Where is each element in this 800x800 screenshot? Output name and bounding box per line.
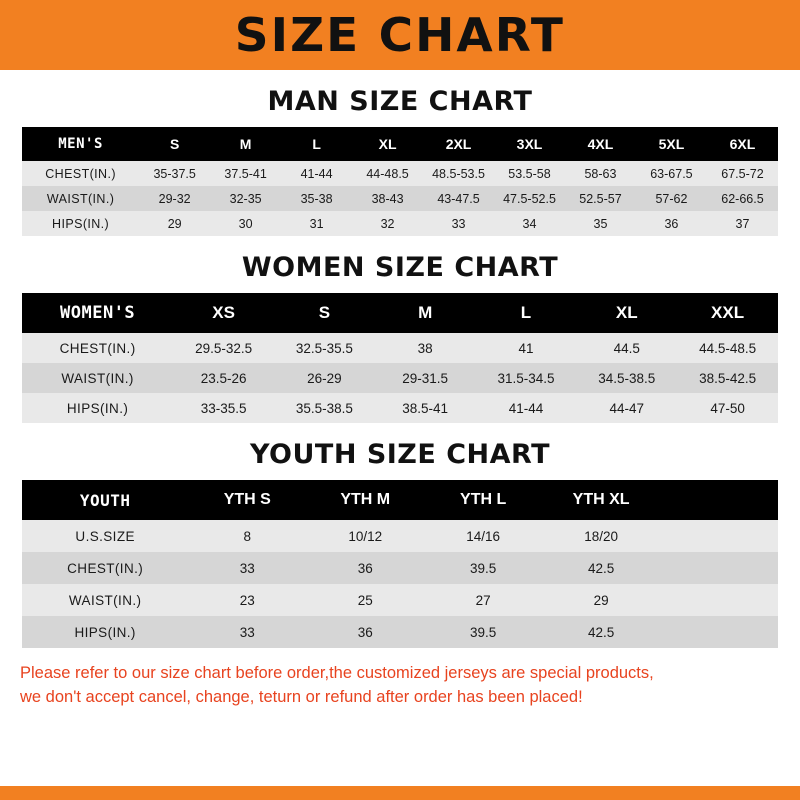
row-label: U.S.SIZE bbox=[22, 520, 188, 552]
cell: 31.5-34.5 bbox=[476, 363, 577, 393]
note-line-1: Please refer to our size chart before order,the customized jerseys are special products, bbox=[20, 664, 654, 682]
cell: 30 bbox=[210, 211, 281, 236]
row-label: CHEST(IN.) bbox=[22, 333, 173, 363]
cell-spacer bbox=[660, 520, 778, 552]
cell: 58-63 bbox=[565, 161, 636, 186]
row-label: WAIST(IN.) bbox=[22, 584, 188, 616]
table-row bbox=[22, 393, 778, 423]
table-header-row bbox=[22, 127, 778, 161]
cell-spacer bbox=[660, 584, 778, 616]
table-man-sizes bbox=[22, 127, 778, 236]
column-header: 3XL bbox=[516, 136, 543, 152]
table-youth-sizes bbox=[22, 480, 778, 648]
table-row bbox=[22, 520, 778, 552]
cell: 34 bbox=[494, 211, 565, 236]
section-women bbox=[0, 252, 800, 423]
cell: 23.5-26 bbox=[173, 363, 274, 393]
table-row bbox=[22, 616, 778, 648]
cell-spacer bbox=[660, 616, 778, 648]
section-title-man: MAN SIZE CHART bbox=[267, 86, 533, 117]
cell: 10/12 bbox=[306, 520, 424, 552]
cell: 63-67.5 bbox=[636, 161, 707, 186]
table-header-row bbox=[22, 480, 778, 520]
column-header: 4XL bbox=[587, 136, 614, 152]
cell: 47.5-52.5 bbox=[494, 186, 565, 211]
column-header: 5XL bbox=[658, 136, 685, 152]
cell: 67.5-72 bbox=[707, 161, 778, 186]
cell: 29 bbox=[139, 211, 210, 236]
column-header: 6XL bbox=[729, 136, 756, 152]
cell-spacer bbox=[660, 552, 778, 584]
section-title-youth: YOUTH SIZE CHART bbox=[249, 439, 551, 470]
cell: 33 bbox=[188, 616, 306, 648]
page-title: SIZE CHART bbox=[234, 8, 566, 62]
cell: 35.5-38.5 bbox=[274, 393, 375, 423]
table-row bbox=[22, 186, 778, 211]
table-row bbox=[22, 333, 778, 363]
cell: 31 bbox=[281, 211, 352, 236]
cell: 53.5-58 bbox=[494, 161, 565, 186]
table-header-label: YOUTH bbox=[79, 490, 131, 510]
bottom-accent-bar bbox=[0, 786, 800, 800]
cell: 26-29 bbox=[274, 363, 375, 393]
column-header: YTH M bbox=[340, 491, 391, 508]
cell: 25 bbox=[306, 584, 424, 616]
cell: 33 bbox=[188, 552, 306, 584]
cell: 57-62 bbox=[636, 186, 707, 211]
cell: 43-47.5 bbox=[423, 186, 494, 211]
cell: 32 bbox=[352, 211, 423, 236]
row-label: HIPS(IN.) bbox=[22, 211, 139, 236]
cell: 44-47 bbox=[576, 393, 677, 423]
table-header-label: MEN'S bbox=[58, 136, 103, 152]
cell: 14/16 bbox=[424, 520, 542, 552]
cell: 52.5-57 bbox=[565, 186, 636, 211]
cell: 38.5-41 bbox=[375, 393, 476, 423]
table-women-sizes bbox=[22, 293, 778, 423]
column-header: S bbox=[169, 136, 180, 152]
cell: 44-48.5 bbox=[352, 161, 423, 186]
cell: 37.5-41 bbox=[210, 161, 281, 186]
cell: 8 bbox=[188, 520, 306, 552]
cell: 33 bbox=[423, 211, 494, 236]
column-header: XS bbox=[212, 303, 235, 322]
order-policy-note bbox=[0, 648, 800, 710]
row-label: HIPS(IN.) bbox=[22, 393, 173, 423]
column-header: XXL bbox=[711, 303, 745, 322]
section-youth bbox=[0, 439, 800, 648]
cell: 34.5-38.5 bbox=[576, 363, 677, 393]
cell: 35-37.5 bbox=[139, 161, 210, 186]
cell: 36 bbox=[306, 552, 424, 584]
column-header-spacer bbox=[660, 480, 778, 520]
cell: 41-44 bbox=[476, 393, 577, 423]
table-header-row bbox=[22, 293, 778, 333]
cell: 29.5-32.5 bbox=[173, 333, 274, 363]
cell: 47-50 bbox=[677, 393, 778, 423]
cell: 38.5-42.5 bbox=[677, 363, 778, 393]
table-row bbox=[22, 363, 778, 393]
cell: 35 bbox=[565, 211, 636, 236]
cell: 23 bbox=[188, 584, 306, 616]
cell: 29 bbox=[542, 584, 660, 616]
row-label: WAIST(IN.) bbox=[22, 363, 173, 393]
section-man bbox=[0, 86, 800, 236]
cell: 29-31.5 bbox=[375, 363, 476, 393]
column-header: XL bbox=[615, 303, 638, 322]
cell: 38 bbox=[375, 333, 476, 363]
table-row bbox=[22, 161, 778, 186]
column-header: L bbox=[312, 136, 321, 152]
cell: 32.5-35.5 bbox=[274, 333, 375, 363]
cell: 36 bbox=[306, 616, 424, 648]
column-header: XL bbox=[378, 136, 397, 152]
cell: 42.5 bbox=[542, 552, 660, 584]
cell: 32-35 bbox=[210, 186, 281, 211]
column-header: M bbox=[239, 136, 252, 152]
cell: 41 bbox=[476, 333, 577, 363]
cell: 41-44 bbox=[281, 161, 352, 186]
column-header: L bbox=[520, 303, 532, 322]
note-line-2: we don't accept cancel, change, teturn or refund after order has been placed! bbox=[20, 687, 583, 706]
column-header: S bbox=[318, 303, 331, 322]
column-header: YTH S bbox=[223, 491, 271, 508]
cell: 27 bbox=[424, 584, 542, 616]
cell: 48.5-53.5 bbox=[423, 161, 494, 186]
cell: 44.5 bbox=[576, 333, 677, 363]
cell: 38-43 bbox=[352, 186, 423, 211]
cell: 29-32 bbox=[139, 186, 210, 211]
table-row bbox=[22, 584, 778, 616]
column-header: YTH L bbox=[460, 491, 507, 508]
row-label: HIPS(IN.) bbox=[22, 616, 188, 648]
cell: 62-66.5 bbox=[707, 186, 778, 211]
cell: 33-35.5 bbox=[173, 393, 274, 423]
cell: 42.5 bbox=[542, 616, 660, 648]
cell: 37 bbox=[707, 211, 778, 236]
row-label: WAIST(IN.) bbox=[22, 186, 139, 211]
column-header: M bbox=[418, 303, 433, 322]
table-header-label: WOMEN'S bbox=[60, 303, 136, 323]
cell: 39.5 bbox=[424, 552, 542, 584]
row-label: CHEST(IN.) bbox=[22, 552, 188, 584]
table-row bbox=[22, 211, 778, 236]
cell: 36 bbox=[636, 211, 707, 236]
page-header bbox=[0, 0, 800, 70]
table-row bbox=[22, 552, 778, 584]
column-header: 2XL bbox=[445, 136, 472, 152]
section-title-women: WOMEN SIZE CHART bbox=[241, 252, 559, 283]
cell: 18/20 bbox=[542, 520, 660, 552]
cell: 35-38 bbox=[281, 186, 352, 211]
column-header: YTH XL bbox=[572, 491, 630, 508]
cell: 44.5-48.5 bbox=[677, 333, 778, 363]
row-label: CHEST(IN.) bbox=[22, 161, 139, 186]
cell: 39.5 bbox=[424, 616, 542, 648]
